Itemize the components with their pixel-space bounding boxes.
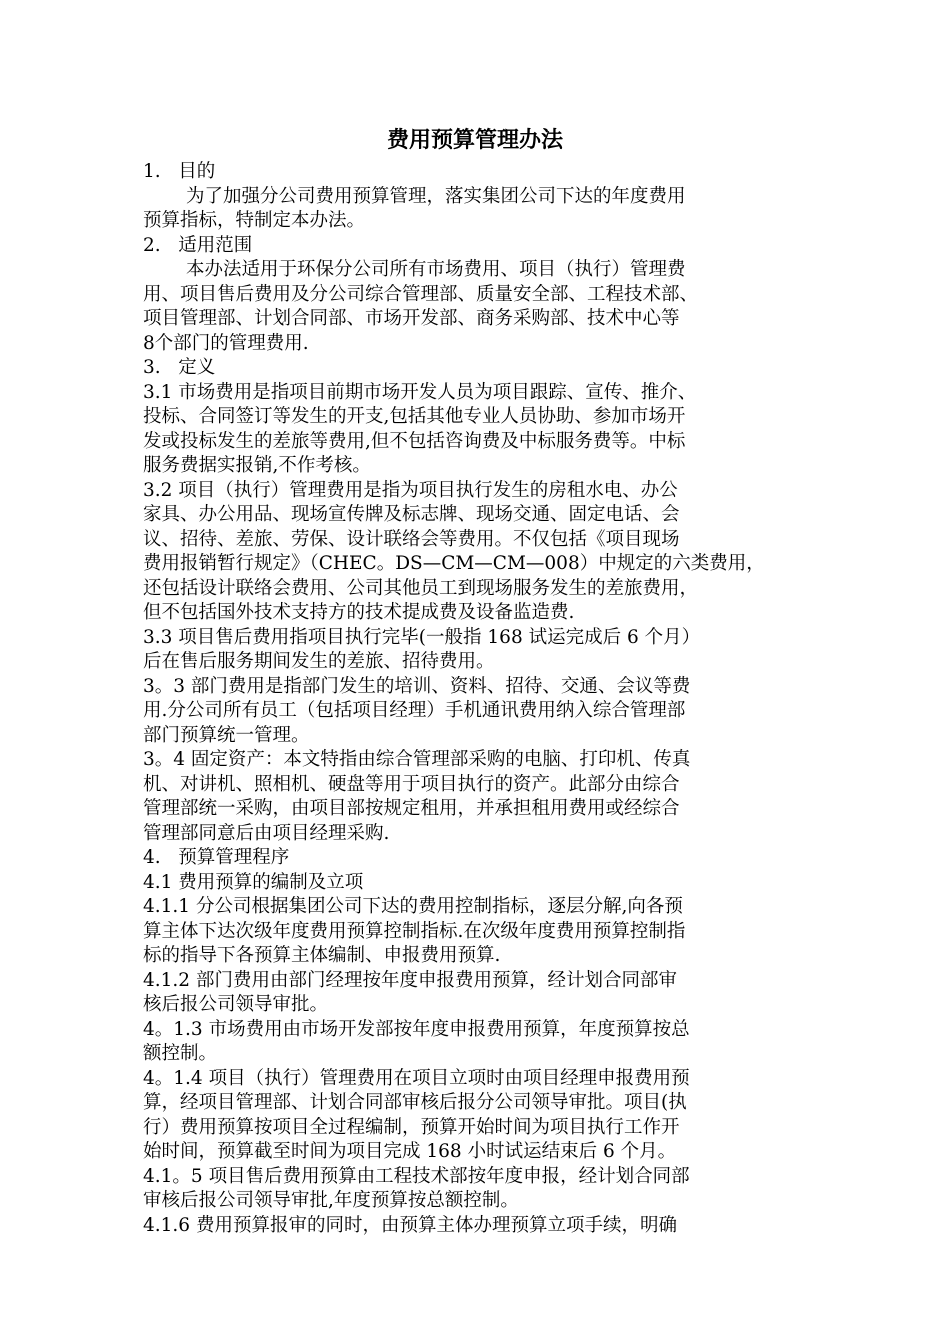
- paragraph-line: 还包括设计联络会费用、公司其他员工到现场服务发生的差旅费用，: [143, 577, 699, 599]
- paragraph-line: 发或投标发生的差旅等费用,但不包括咨询费及中标服务费等。中标: [143, 430, 686, 452]
- paragraph-line: 费用报销暂行规定》（CHEC。DS—CM—CM—008）中规定的六类费用，: [143, 553, 765, 574]
- section-heading-procedure: 4. 预算管理程序: [143, 847, 290, 868]
- paragraph-line: 议、招待、差旅、劳保、设计联络会等费用。不仅包括《项目现场: [143, 528, 680, 550]
- paragraph-line: 始时间，预算截至时间为项目完成 168 小时试运结束后 6 个月。: [143, 1141, 677, 1162]
- paragraph-line: 行）费用预算按项目全过程编制，预算开始时间为项目执行工作开: [143, 1116, 680, 1138]
- paragraph-line: 后在售后服务期间发生的差旅、招待费用。: [143, 651, 495, 672]
- paragraph-line: 4.1.1 分公司根据集团公司下达的费用控制指标，逐层分解,向各预: [143, 896, 683, 917]
- paragraph-line: 3。3 部门费用是指部门发生的培训、资料、招待、交通、会议等费: [143, 675, 691, 697]
- paragraph-line: 3.1 市场费用是指项目前期市场开发人员为项目跟踪、宣传、推介、: [143, 381, 697, 403]
- paragraph-line: 额控制。: [143, 1043, 218, 1064]
- subsection-heading: 4.1 费用预算的编制及立项: [143, 871, 364, 893]
- paragraph-line: 核后报公司领导审批。: [143, 994, 329, 1015]
- paragraph-line: 4。1.4 项目（执行）管理费用在项目立项时由项目经理申报费用预: [143, 1067, 690, 1089]
- paragraph-line: 4.1.2 部门费用由部门经理按年度申报费用预算，经计划合同部审: [143, 969, 677, 991]
- section-heading-definition: 3. 定义: [143, 357, 216, 378]
- paragraph-line: 但不包括国外技术支持方的技术提成费及设备监造费.: [143, 602, 575, 623]
- paragraph-line: 标的指导下各预算主体编制、申报费用预算.: [143, 945, 501, 966]
- paragraph-line: 本办法适用于环保分公司所有市场费用、项目（执行）管理费: [186, 259, 686, 280]
- paragraph-line: 管理部统一采购，由项目部按规定租用，并承担租用费用或经综合: [143, 798, 680, 819]
- paragraph-line: 家具、办公用品、现场宣传牌及标志牌、现场交通、固定电话、会: [143, 504, 680, 525]
- section-heading-purpose: 1. 目的: [143, 161, 216, 182]
- paragraph-line: 机、对讲机、照相机、硬盘等用于项目执行的资产。此部分由综合: [143, 773, 680, 795]
- paragraph-line: 3.3 项目售后费用指项目执行完毕(一般指 168 试运完成后 6 个月）: [143, 626, 701, 648]
- document-body: [143, 160, 813, 1238]
- paragraph-line: 用、项目售后费用及分公司综合管理部、质量安全部、工程技术部、: [143, 283, 699, 305]
- paragraph-line: 投标、合同签订等发生的开支,包括其他专业人员协助、参加市场开: [143, 406, 686, 427]
- paragraph-line: 4.1。5 项目售后费用预算由工程技术部按年度申报，经计划合同部: [143, 1165, 690, 1187]
- paragraph-line: 3。4 固定资产：本文特指由综合管理部采购的电脑、打印机、传真: [143, 749, 691, 770]
- document-title: 费用预算管理办法: [386, 127, 563, 153]
- paragraph-line: 3.2 项目（执行）管理费用是指为项目执行发生的房租水电、办公: [143, 479, 678, 501]
- paragraph-line: 部门预算统一管理。: [143, 724, 310, 746]
- paragraph-line: 管理部同意后由项目经理采购.: [143, 822, 390, 844]
- paragraph-line: 4。1.3 市场费用由市场开发部按年度申报费用预算，年度预算按总: [143, 1018, 690, 1040]
- paragraph-line: 审核后报公司领导审批,年度预算按总额控制。: [143, 1190, 519, 1211]
- paragraph-line: 算，经项目管理部、计划合同部审核后报分公司领导审批。项目(执: [143, 1092, 687, 1113]
- paragraph-line: 算主体下达次级年度费用预算控制指标.在次级年度费用预算控制指: [143, 920, 686, 942]
- paragraph-line: 为了加强分公司费用预算管理，落实集团公司下达的年度费用: [186, 185, 686, 207]
- paragraph-line: 用.分公司所有员工（包括项目经理）手机通讯费用纳入综合管理部: [143, 700, 686, 721]
- paragraph-line: 4.1.6 费用预算报审的同时，由预算主体办理预算立项手续，明确: [143, 1214, 677, 1236]
- paragraph-line: 8个部门的管理费用.: [143, 332, 309, 354]
- paragraph-line: 预算指标，特制定本办法。: [143, 210, 366, 231]
- paragraph-line: 项目管理部、计划合同部、市场开发部、商务采购部、技术中心等: [143, 308, 680, 329]
- paragraph-line: 服务费据实报销,不作考核。: [143, 455, 371, 476]
- section-heading-scope: 2. 适用范围: [143, 234, 253, 256]
